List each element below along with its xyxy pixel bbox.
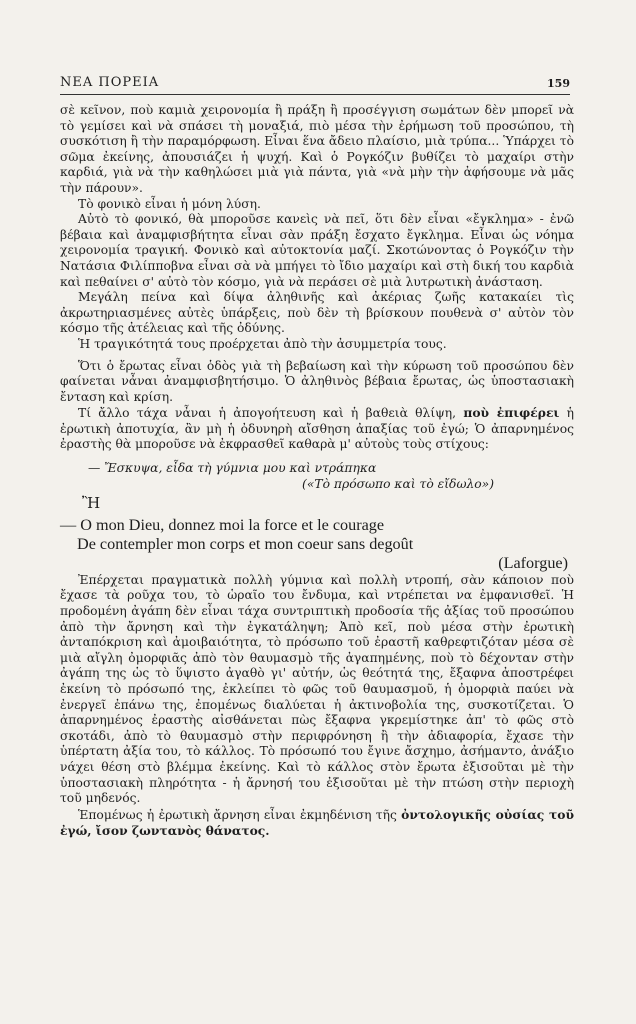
paragraph-text: Τί ἄλλο τάχα νἆναι ἡ ἀπογοήτευση καὶ ἡ βαθειὰ θλίψη, [78, 406, 464, 421]
page-number: 159 [547, 77, 570, 90]
paragraph: Αὐτὸ τὸ φονικό, θὰ μποροῦσε κανεὶς νὰ πεῖ, ὅτι δὲν εἶναι «ἔγκλημα» - ἐνῶ βέβαια καὶ ἀναμφισβήτητα εἶναι σὰν πράξη ἔσχατο ἔγκλημα. Εἶναι ὡς νόημα χειρονομία τραγική. Φονικὸ καὶ αὐτοκτονία μαζί. Σκοτώνοντας ὁ Ρογκόζιν τὴν Νατάσια Φιλίπποβνα εἶναι σὰ νὰ μπήγει τὸ ἴδιο μαχαίρι καὶ στὴ δική του καρδιὰ καὶ πεθαίνει σ' αὐτὸ τὸν κόσμο, γιὰ νὰ περάσει σὲ μιὰ λυτρωτικὴ ἀνάσταση. [60, 212, 574, 289]
paragraph [60, 807, 574, 840]
running-header [60, 72, 570, 95]
paragraph [60, 405, 574, 453]
paragraph-text: ἡ ἐρωτικὴ ἀποτυχία, ἂν μὴ ἡ ὀδυνηρὴ αἴσθηση ἀπαξίας τοῦ ἐγώ; Ὁ ἀπαρνημένος ἐραστὴς θὰ μποροῦσε νὰ ἐκφρασθεῖ καθαρὰ μ' αὐτοὺς τοὺς στίχους: [60, 406, 575, 452]
verse-quote [60, 461, 574, 492]
article-body [60, 103, 574, 840]
french-line-2: De contempler mon corps et mon coeur sans degoût [77, 534, 414, 553]
french-line-1: — O mon Dieu, donnez moi la force et le courage [60, 515, 385, 534]
paragraph: σὲ κεῖνον, ποὺ καμιὰ χειρονομία ἢ πράξη ἢ προσέγγιση σωμάτων δὲν μπορεῖ νὰ τὸ γεμίσει καὶ νὰ σπάσει τὴ μοναξιά, πιὸ μέσα τὴν ἐρήμωση τοῦ προσώπου, τὴ συσκότιση ἢ τὴν παραμόρφωση. Εἶναι ἕνα ἄδειο πλαίσιο, μιὰ τρύπα... Ὑπάρχει τὸ σῶμα ἐκείνης, ἀπουσιάζει ἡ ψυχή. Καὶ ὁ Ρογκόζιν βυθίζει τὸ μαχαίρι στὴν καρδιά, γιὰ νὰ τὴν καθηλώσει μιὰ γιὰ πάντα, γιὰ «νὰ μὴν τὴν ἀφήσουμε νὰ μᾶς τὴν πάρουν». [60, 103, 574, 195]
paragraph: Ἡ τραγικότητά τους προέρχεται ἀπὸ τὴν ἀσυμμετρία τους. [78, 336, 447, 351]
french-source: (Laforgue) [498, 553, 568, 572]
journal-title: ΝΕΑ ΠΟΡΕΙΑ [60, 75, 160, 90]
bold-phrase: ποὺ ἐπιφέρει [463, 405, 560, 421]
verse-source: («Τὸ πρόσωπο καὶ τὸ εἴδωλο») [302, 476, 494, 491]
paragraph: Ἐπέρχεται πραγματικὰ πολλὴ γύμνια καὶ πολλὴ ντροπή, σὰν κάποιον ποὺ ἔχασε τὰ ροῦχα του, τὸ ὡραῖο του ἔνδυμα, καὶ ντρέπεται να ἐμφανισθεῖ. Ἡ προδομένη ἀγάπη δὲν εἶναι τάχα συντριπτικὴ προδοσία τῆς ἀξίας τοῦ προσώπου ἀπὸ τὴν ἄρνηση καὶ τὴν ἐγκατάληψη; Ἀπὸ κεῖ, ποὺ μέσα στὴν ἐρωτικὴ ἀνταπόκριση καὶ ἀμοιβαιότητα, τὸ πρόσωπο τοῦ ἐραστῆ καθρεφτιζόταν μέσα σὲ μιὰ αἴγλη ὀμορφιᾶς ἀπὸ τὸν θαυμασμὸ τῆς ἀγαπημένης, ποὺ τὸ δέχονταν στὴν ἀγάπη της ὡς τὸ ὕψιστο ἀγαθὸ γι' αὐτήν, ὡς θεότητά της, ἔξαφνα ἀποστρέφει ἐκείνη τὸ πρόσωπό της, ἐκλείπει τὸ φῶς τοῦ θαυμασμοῦ, ἡ ὀμορφιὰ παύει νὰ ἐνεργεῖ ἐπάνω της, ἐπομένως διαλύεται ἡ ἀκτινοβολία της, συσκοτίζεται. Ὁ ἀπαρνημένος ἐραστὴς αἰσθάνεται πὼς ἔξαφνα γκρεμίστηκε ἀπ' τὸ φῶς στὸ σκοτάδι, ἀπὸ τὸ θαυμασμὸ στὴν περιφρόνηση ἢ τὴν ἀδιαφορία, ἔχασε τὴν ὑπέρτατη ἀξία του, τὸ κάλλος. Τὸ πρόσωπό του ἔγινε ἄσχημο, ἀσήμαντο, ἀνάξιο νάχει θέση στὸ βλέμμα ἐκείνης. Καὶ τὸ κάλλος στὸν ἔρωτα ἐξισοῦται μὲ τὴν ὑποστασιακὴ πληρότητα - ἡ ἄρνησή του ἐξισοῦται μὲ τὴν πτώση στὴν περιοχὴ τοῦ μηδενός. [60, 572, 574, 806]
french-quote [60, 516, 574, 573]
paragraph: Ὅτι ὁ ἔρωτας εἶναι ὁδὸς γιὰ τὴ βεβαίωση καὶ τὴν κύρωση τοῦ προσώπου δὲν φαίνεται νἆναι ἀναμφισβητήσιμο. Ὁ ἀληθινὸς βέβαια ἔρωτας, ὡς ὑποστασιακὴ ἔνταση καὶ κρίση. [60, 358, 574, 404]
verse-line: — Ἔσκυψα, εἶδα τὴ γύμνια μου καὶ ντράπηκα [88, 461, 377, 476]
paragraph: Τὸ φονικὸ εἶναι ἡ μόνη λύση. [78, 196, 261, 211]
paragraph: Μεγάλη πείνα καὶ δίψα ἀληθινῆς καὶ ἀκέριας ζωῆς κατακαίει τὶς ἀκρωτηριασμένες αὐτὲς ὑπάρξεις, ποὺ δὲν τὴ βρίσκουν πουθενὰ σ' αὐτὸν τὸν κόσμο τῆς ἀτέλειας καὶ τῆς ὀδύνης. [60, 290, 574, 336]
paragraph-text: Ἑπομένως ἡ ἐρωτικὴ ἄρνηση εἶναι ἐκμηδένιση τῆς [78, 807, 402, 822]
conjunction-or: Ἢ [82, 494, 101, 513]
bold-phrase: ὀντολογικῆς οὐσίας τοῦ ἐγώ, ἴσον ζωντανὸς θάνατος. [60, 806, 574, 839]
